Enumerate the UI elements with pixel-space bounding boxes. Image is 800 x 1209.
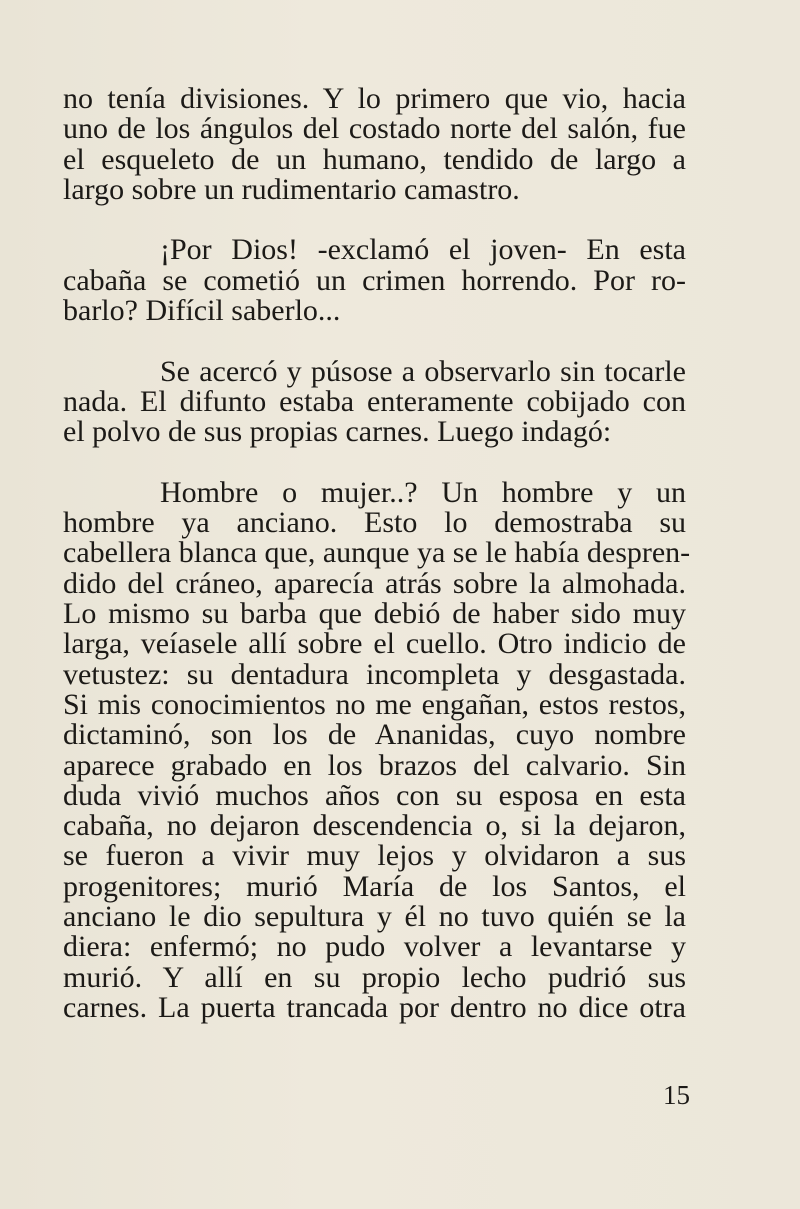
text-line: Lo mismo su barba que debió de haber sido muy	[63, 597, 686, 631]
paragraph-4	[63, 475, 691, 1024]
text-line: Hombre o mujer..? Un hombre y un	[160, 475, 686, 509]
text-line: largo sobre un rudimentario camastro.	[63, 172, 520, 206]
text-line: no tenía divisiones. Y lo primero que vio, hacia	[63, 82, 686, 115]
text-line: hombre ya anciano. Esto lo demostraba su	[63, 506, 686, 540]
text-line: barlo? Difícil saberlo...	[63, 294, 341, 328]
text-line: murió. Y allí en su propio lecho pudrió sus	[63, 960, 686, 994]
paragraph-2	[63, 235, 686, 326]
text-line: diera: enfermó; no pudo volver a levantarse y	[63, 930, 686, 964]
text-line: el esqueleto de un humano, tendido de largo a	[63, 142, 686, 176]
text-line: el polvo de sus propias carnes. Luego indagó:	[63, 415, 612, 449]
text-line: aparece grabado en los brazos del calvario. Sin	[63, 748, 686, 782]
text-line: uno de los ángulos del costado norte del salón, fue	[63, 112, 686, 146]
text-line: se fueron a vivir muy lejos y olvidaron a sus	[63, 839, 686, 873]
text-line: Se acercó y púsose a observarlo sin tocarle	[160, 354, 686, 388]
page-number: 15	[663, 1080, 690, 1110]
paragraph-1	[63, 84, 686, 205]
text-line: anciano le dio sepultura y él no tuvo quién se la	[63, 900, 686, 934]
text-line: dictaminó, son los de Ananidas, cuyo nombre	[63, 718, 686, 752]
body-text	[63, 82, 691, 1024]
text-line: dido del cráneo, aparecía atrás sobre la almohada.	[63, 566, 686, 600]
text-line: cabaña se cometió un crimen horrendo. Por ro-	[63, 263, 686, 297]
text-line: cabellera blanca que, aunque ya se le había despren-	[63, 536, 691, 570]
text-line: vetustez: su dentadura incompleta y desgastada.	[63, 657, 686, 691]
text-line: carnes. La puerta trancada por dentro no dice otra	[63, 990, 686, 1024]
text-line: cabaña, no dejaron descendencia o, si la dejaron,	[63, 809, 686, 843]
text-line: nada. El difunto estaba enteramente cobijado con	[63, 384, 686, 418]
paragraph-3	[63, 354, 686, 449]
text-line: duda vivió muchos años con su esposa en esta	[63, 778, 686, 812]
text-line: progenitores; murió María de los Santos, el	[63, 869, 686, 903]
text-line: larga, veíasele allí sobre el cuello. Otro indicio de	[63, 627, 686, 661]
text-line: ¡Por Dios! -exclamó el joven- En esta	[160, 233, 686, 267]
text-line: Si mis conocimientos no me engañan, estos restos,	[63, 687, 686, 721]
